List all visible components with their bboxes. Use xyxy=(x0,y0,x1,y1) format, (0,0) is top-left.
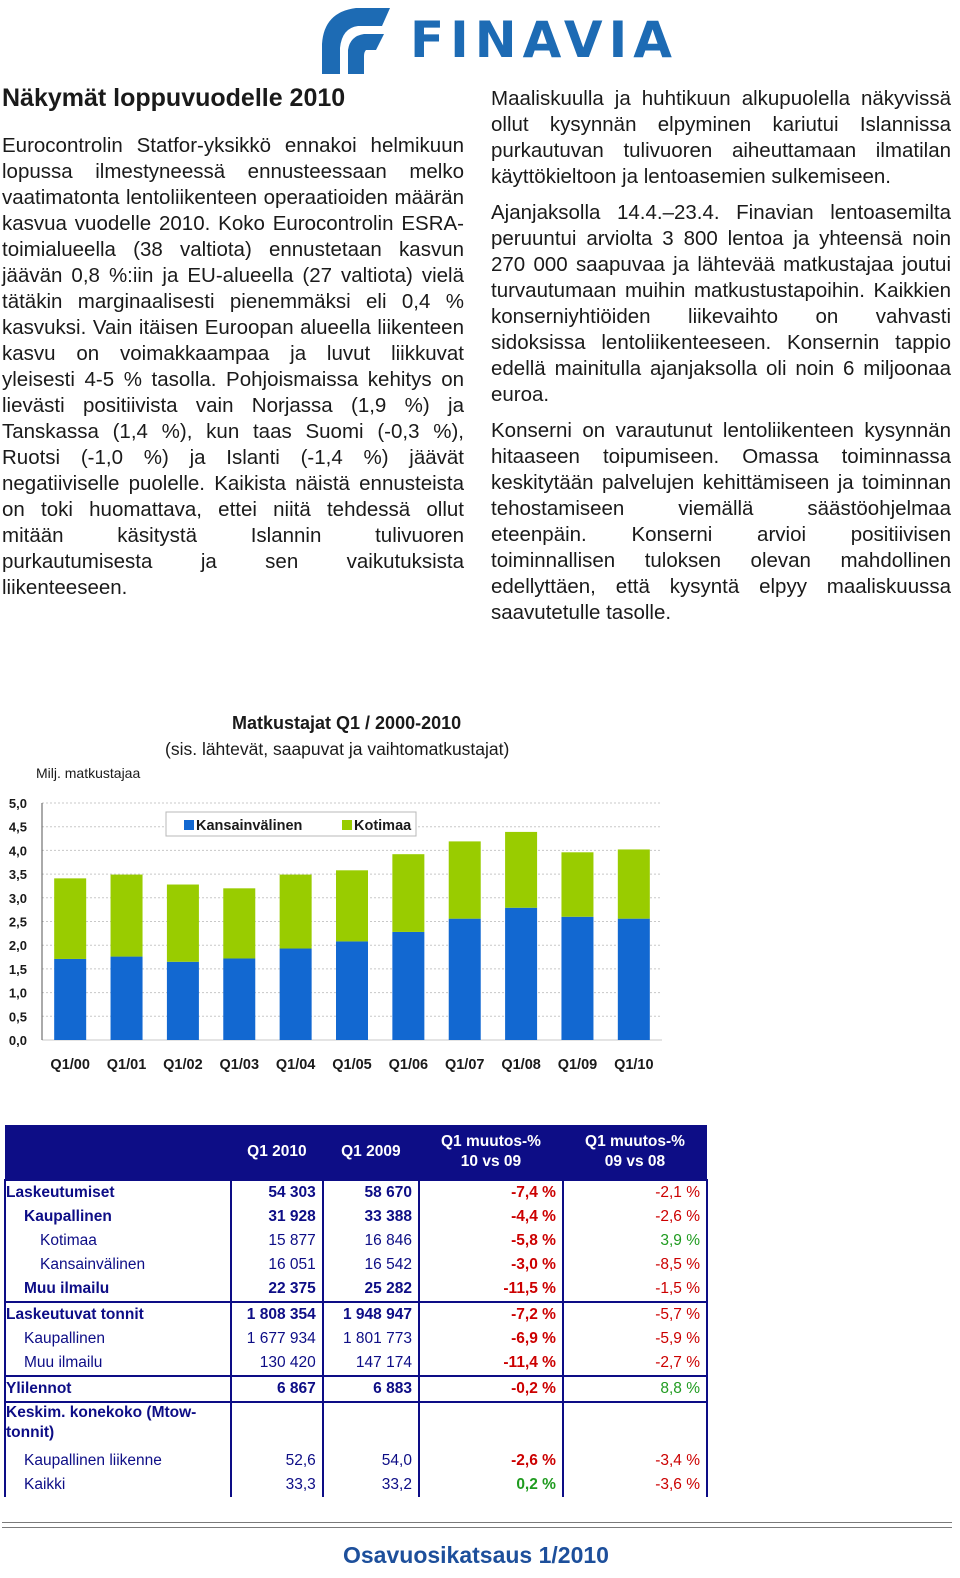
table-row xyxy=(5,1376,707,1402)
paragraph: Maaliskuulla ja huhtikuun alkupuolella näkyvissä ollut kysynnän elpyminen kariutui Islannissa purkautuvan tulivuoren aiheuttamaan ilmatilan käyttökieltoon ja lentoasemien sulkemiseen. xyxy=(491,87,951,188)
cell-q1-2010: 31 928 xyxy=(231,1205,323,1229)
cell-q1-2010: 52,6 xyxy=(231,1449,323,1473)
cell-q1-2009: 33,2 xyxy=(323,1473,419,1497)
x-tick-label: Q1/09 xyxy=(557,1057,598,1073)
y-tick-label: 3,0 xyxy=(8,890,27,906)
bar-kotimaa xyxy=(561,852,593,916)
bar-kansainvalinen xyxy=(449,919,481,1040)
table-row xyxy=(5,1473,707,1497)
paragraph: Konserni on varautunut lentoliikenteen kysynnän hitaaseen toipumiseen. Omassa toiminnassa keskitytään palvelujen kehittämiseen ja toiminnan tehostamiseen viemällä säästöohjelmaa eteenpäin. Konserni arvioi positiivisen toiminnallisen tuloksen olevan mahdollinen edellyttäen, että kysyntä elpyy maaliskuussa saavutetulle tasolle. xyxy=(491,419,951,624)
cell-q1-2009: 1 948 947 xyxy=(323,1302,419,1327)
cell-q1-2010 xyxy=(231,1402,323,1449)
cell-q1-2009: 147 174 xyxy=(323,1351,419,1376)
row-label: Kansainvälinen xyxy=(5,1253,231,1277)
cell-q1-2010: 6 867 xyxy=(231,1376,323,1402)
row-label: Kaupallinen xyxy=(5,1327,231,1351)
table-row xyxy=(5,1277,707,1302)
bar-kansainvalinen xyxy=(167,962,199,1040)
table-row xyxy=(5,1302,707,1327)
table-header-change-10-09 xyxy=(419,1125,563,1180)
cell-change-10-09: 0,2 % xyxy=(419,1473,563,1497)
bar-kotimaa xyxy=(167,885,199,962)
cell-change-09-08: -3,4 % xyxy=(563,1449,707,1473)
cell-change-09-08: -2,1 % xyxy=(563,1180,707,1205)
cell-q1-2010: 54 303 xyxy=(231,1180,323,1205)
cell-q1-2010: 16 051 xyxy=(231,1253,323,1277)
cell-q1-2009: 6 883 xyxy=(323,1376,419,1402)
y-tick-label: 1,5 xyxy=(8,961,27,977)
legend-swatch-kansainvalinen xyxy=(184,820,194,830)
footer-divider xyxy=(2,1522,952,1523)
x-tick-label: Q1/02 xyxy=(163,1057,203,1073)
cell-change-10-09: -2,6 % xyxy=(419,1449,563,1473)
cell-change-10-09: -5,8 % xyxy=(419,1229,563,1253)
cell-change-09-08: -2,7 % xyxy=(563,1351,707,1376)
cell-q1-2009: 33 388 xyxy=(323,1205,419,1229)
cell-q1-2009 xyxy=(323,1402,419,1449)
x-tick-label: Q1/07 xyxy=(444,1057,485,1073)
cell-change-10-09: -4,4 % xyxy=(419,1205,563,1229)
cell-change-10-09: -0,2 % xyxy=(419,1376,563,1402)
table-row xyxy=(5,1327,707,1351)
finavia-wordmark: FINAVIA xyxy=(410,11,678,69)
x-tick-label: Q1/10 xyxy=(614,1057,654,1073)
y-tick-label: 4,0 xyxy=(8,843,27,859)
cell-q1-2010: 15 877 xyxy=(231,1229,323,1253)
table-row xyxy=(5,1229,707,1253)
table-header-row xyxy=(5,1125,707,1180)
bar-kotimaa xyxy=(111,875,143,957)
finavia-logo xyxy=(318,4,678,76)
cell-change-10-09: -7,4 % xyxy=(419,1180,563,1205)
cell-q1-2009: 16 846 xyxy=(323,1229,419,1253)
paragraph: Eurocontrolin Statfor-yksikkö ennakoi helmikuun lopussa ilmestyneessä ennusteessaan melko vaatimatonta lentoliikenteen operaatioiden määrän kasvua vuodelle 2010. Koko Eurocontrolin ESRA-toimialueella (38 valtiota) ennustetaan kasvun jäävän 0,8 %:iin ja EU-alueella (27 valtiota) vielä tätäkin marginaalisesti pienemmäksi eli 0,4 % kasvuksi. Vain itäisen Euroopan alueella liikenteen kasvu on voimakkaampaa ja luvut liikkuvat yleisesti 4-5 % tasolla. Pohjoismaissa kehitys on lievästi positiivista vain Norjassa (1,9 %) ja Tanskassa (1,4 %), kun taas Suomi (-0,3 %), Ruotsi (-1,0 %) ja Islanti (-1,4 %) jäävät negatiiviselle puolelle. Kaikista näistä ennusteista on toki huomattava, ettei niitä tehdessä ollut mitään käsitystä Islannin tulivuoren purkautumisesta ja sen vaikutuksista liikenteeseen. xyxy=(2,134,464,599)
bar-kansainvalinen xyxy=(111,957,143,1040)
row-label: Kaikki xyxy=(5,1473,231,1497)
y-tick-label: 2,5 xyxy=(8,914,27,930)
cell-change-09-08: 3,9 % xyxy=(563,1229,707,1253)
cell-q1-2010: 33,3 xyxy=(231,1473,323,1497)
cell-change-09-08: 8,8 % xyxy=(563,1376,707,1402)
y-tick-label: 1,0 xyxy=(8,985,27,1001)
x-tick-label: Q1/00 xyxy=(50,1057,90,1073)
y-tick-label: 4,5 xyxy=(8,819,27,835)
header-change-09-08-text: Q1 muutos-% 09 vs 08 xyxy=(585,1133,685,1170)
row-label: Laskeutuvat tonnit xyxy=(5,1302,231,1327)
chart-title: Matkustajat Q1 / 2000-2010 xyxy=(232,713,462,733)
cell-change-09-08: -5,7 % xyxy=(563,1302,707,1327)
legend-swatch-kotimaa xyxy=(342,820,352,830)
row-label: Kaupallinen xyxy=(5,1205,231,1229)
passenger-bar-chart xyxy=(0,790,680,1080)
y-tick-label: 2,0 xyxy=(8,938,27,954)
row-label: Kotimaa xyxy=(5,1229,231,1253)
x-tick-label: Q1/01 xyxy=(106,1057,147,1073)
row-label: Muu ilmailu xyxy=(5,1277,231,1302)
cell-q1-2009: 58 670 xyxy=(323,1180,419,1205)
bar-kansainvalinen xyxy=(223,958,255,1040)
row-label: Laskeutumiset xyxy=(5,1180,231,1205)
table-header-change-09-08 xyxy=(563,1125,707,1180)
bar-kansainvalinen xyxy=(280,949,312,1040)
chart-y-axis-label: Milj. matkustajaa xyxy=(36,765,141,781)
footer-divider xyxy=(2,1527,952,1528)
y-tick-label: 5,0 xyxy=(8,796,27,811)
table-row xyxy=(5,1351,707,1376)
cell-change-09-08 xyxy=(563,1402,707,1449)
header-change-10-09-text: Q1 muutos-% 10 vs 09 xyxy=(441,1133,541,1170)
table-row xyxy=(5,1253,707,1277)
bar-kotimaa xyxy=(449,841,481,918)
cell-change-09-08: -3,6 % xyxy=(563,1473,707,1497)
bar-kotimaa xyxy=(336,870,368,941)
cell-change-10-09: -11,5 % xyxy=(419,1277,563,1302)
row-label: Muu ilmailu xyxy=(5,1351,231,1376)
traffic-stats-table xyxy=(4,1125,708,1497)
cell-q1-2009: 16 542 xyxy=(323,1253,419,1277)
table-row xyxy=(5,1449,707,1473)
cell-q1-2010: 22 375 xyxy=(231,1277,323,1302)
legend-label: Kansainvälinen xyxy=(196,818,303,834)
x-tick-label: Q1/08 xyxy=(501,1057,541,1073)
cell-q1-2010: 1 808 354 xyxy=(231,1302,323,1327)
bar-kansainvalinen xyxy=(618,919,650,1040)
cell-q1-2010: 1 677 934 xyxy=(231,1327,323,1351)
x-tick-label: Q1/03 xyxy=(219,1057,260,1073)
cell-change-10-09: -6,9 % xyxy=(419,1327,563,1351)
cell-q1-2009: 54,0 xyxy=(323,1449,419,1473)
row-label: Keskim. konekoko (Mtow-tonnit) xyxy=(5,1402,231,1449)
cell-q1-2009: 1 801 773 xyxy=(323,1327,419,1351)
bar-kansainvalinen xyxy=(561,917,593,1040)
table-row xyxy=(5,1180,707,1205)
cell-change-09-08: -5,9 % xyxy=(563,1327,707,1351)
chart-subtitle: (sis. lähtevät, saapuvat ja vaihtomatkustajat) xyxy=(165,739,510,759)
cell-change-10-09: -3,0 % xyxy=(419,1253,563,1277)
bar-kotimaa xyxy=(392,854,424,932)
bar-kansainvalinen xyxy=(54,959,86,1040)
left-column xyxy=(2,133,464,611)
bar-kotimaa xyxy=(280,875,312,949)
footer-title: Osavuosikatsaus 1/2010 xyxy=(343,1542,609,1568)
y-tick-label: 3,5 xyxy=(8,867,27,883)
bar-kansainvalinen xyxy=(505,908,537,1040)
table-row xyxy=(5,1205,707,1229)
x-tick-label: Q1/06 xyxy=(388,1057,429,1073)
x-tick-label: Q1/04 xyxy=(275,1057,316,1073)
right-column xyxy=(491,86,951,636)
article-title: Näkymät loppuvuodelle 2010 xyxy=(2,84,346,112)
cell-change-09-08: -8,5 % xyxy=(563,1253,707,1277)
cell-q1-2010: 130 420 xyxy=(231,1351,323,1376)
cell-change-10-09: -7,2 % xyxy=(419,1302,563,1327)
bar-kotimaa xyxy=(223,888,255,958)
finavia-logo-icon xyxy=(318,4,408,76)
y-tick-label: 0,5 xyxy=(8,1009,27,1025)
cell-q1-2009: 25 282 xyxy=(323,1277,419,1302)
y-tick-label: 0,0 xyxy=(8,1033,27,1048)
table-header-empty xyxy=(5,1125,231,1180)
row-label: Kaupallinen liikenne xyxy=(5,1449,231,1473)
legend-label: Kotimaa xyxy=(354,818,412,834)
x-tick-label: Q1/05 xyxy=(332,1057,372,1073)
cell-change-10-09 xyxy=(419,1402,563,1449)
table-row xyxy=(5,1402,707,1449)
table-header-q1-2009: Q1 2009 xyxy=(323,1125,419,1180)
cell-change-09-08: -1,5 % xyxy=(563,1277,707,1302)
table-header-q1-2010: Q1 2010 xyxy=(231,1125,323,1180)
cell-change-09-08: -2,6 % xyxy=(563,1205,707,1229)
row-label: Ylilennot xyxy=(5,1376,231,1402)
bar-kotimaa xyxy=(54,878,86,959)
paragraph: Ajanjaksolla 14.4.–23.4. Finavian lentoasemilta peruuntui arviolta 3 800 lentoa ja yhteensä noin 270 000 saapuvaa ja lähtevää matkustajaa joutui turvautumaan muihin matkustustapoihin. Kaikkien konserniyhtiöiden liikevaihto on vahvasti sidoksissa lentoliikenteeseen. Konsernin tappio edellä mainitulla ajanjaksolla oli noin 6 miljoonaa euroa. xyxy=(491,201,951,406)
bar-kotimaa xyxy=(618,849,650,918)
bar-kansainvalinen xyxy=(392,932,424,1040)
bar-kotimaa xyxy=(505,832,537,908)
cell-change-10-09: -11,4 % xyxy=(419,1351,563,1376)
bar-kansainvalinen xyxy=(336,941,368,1040)
